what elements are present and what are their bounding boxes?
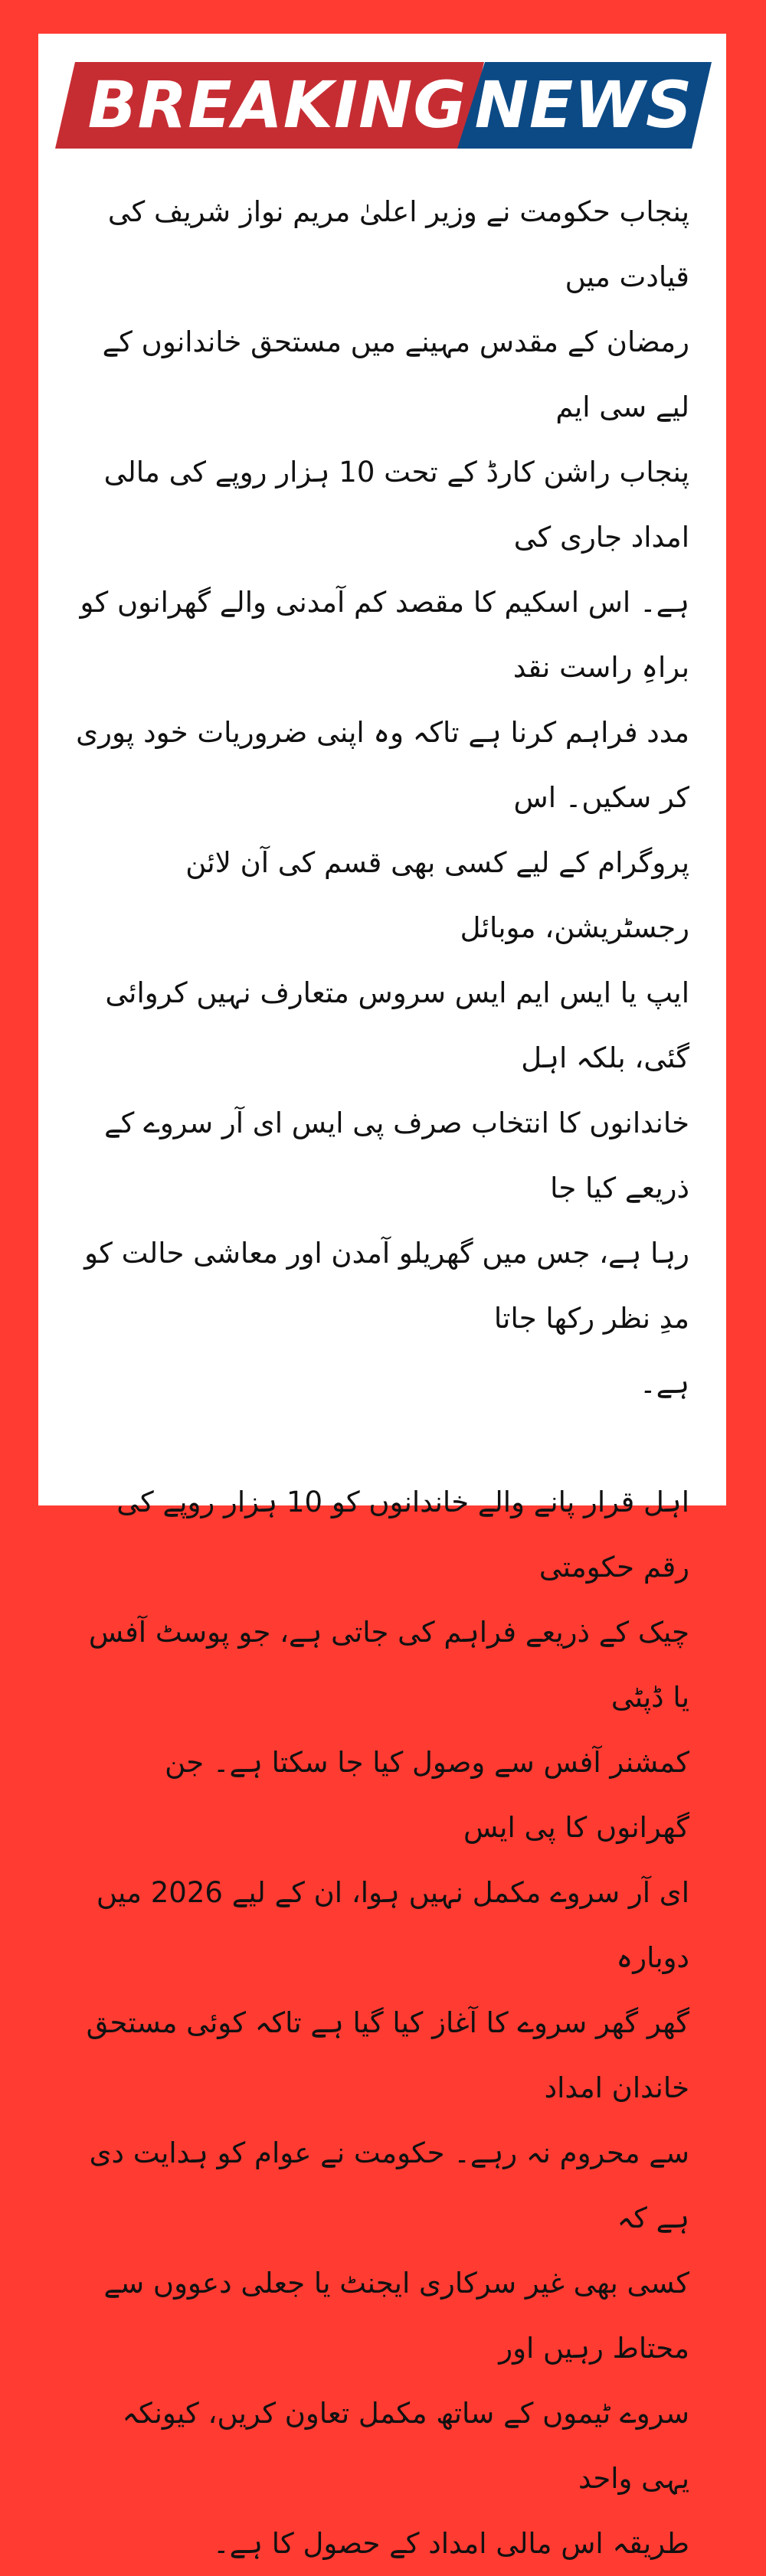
article-card: [38, 34, 726, 2560]
article-paragraph-1: پنجاب حکومت نے وزیر اعلیٰ مریم نواز شریف کی قیادت میں رمضان کے مقدس مہینے میں مستحق خاندانوں کے لیے سی ایم پنجاب راشن کارڈ کے تحت 10 ہزار روپے کی مالی امداد جاری کی ہے۔ اس اسکیم کا مقصد کم آمدنی والے گھرانوں کو براہِ راست نقد مدد فراہم کرنا ہے تاکہ وہ اپنی ضروریات خود پوری کر سکیں۔ اس پروگرام کے لیے کسی بھی قسم کی آن لائن رجسٹریشن، موبائل ایپ یا ایس ایم ایس سروس متعارف نہیں کروائی گئی، بلکہ اہل خاندانوں کا انتخاب صرف پی ایس ای آر سروے کے ذریعے کیا جا رہا ہے، جس میں گھریلو آمدن اور معاشی حالت کو مدِ نظر رکھا جاتا ہے۔: [76, 195, 689, 1400]
article-body: [75, 179, 689, 2576]
breaking-news-banner: [55, 62, 712, 149]
article-paragraph-2: اہل قرار پانے والے خاندانوں کو 10 ہزار روپے کی رقم حکومتی چیک کے ذریعے فراہم کی جاتی ہے، جو پوسٹ آفس یا ڈپٹی کمشنر آفس سے وصول کیا جا سکتا ہے۔ جن گھرانوں کا پی ایس ای آر سروے مکمل نہیں ہوا، ان کے لیے 2026 میں دوبارہ گھر گھر سروے کا آغاز کیا گیا ہے تاکہ کوئی مستحق خاندان امداد سے محروم نہ رہے۔ حکومت نے عوام کو ہدایت دی ہے کہ کسی بھی غیر سرکاری ایجنٹ یا جعلی دعووں سے محتاط رہیں اور سروے ٹیموں کے ساتھ مکمل تعاون کریں، کیونکہ یہی واحد طریقہ اس مالی امداد کے حصول کا ہے۔: [86, 1486, 689, 2560]
banner-word-news: NEWS: [474, 67, 693, 142]
banner-word-breaking: BREAKING: [87, 67, 467, 142]
